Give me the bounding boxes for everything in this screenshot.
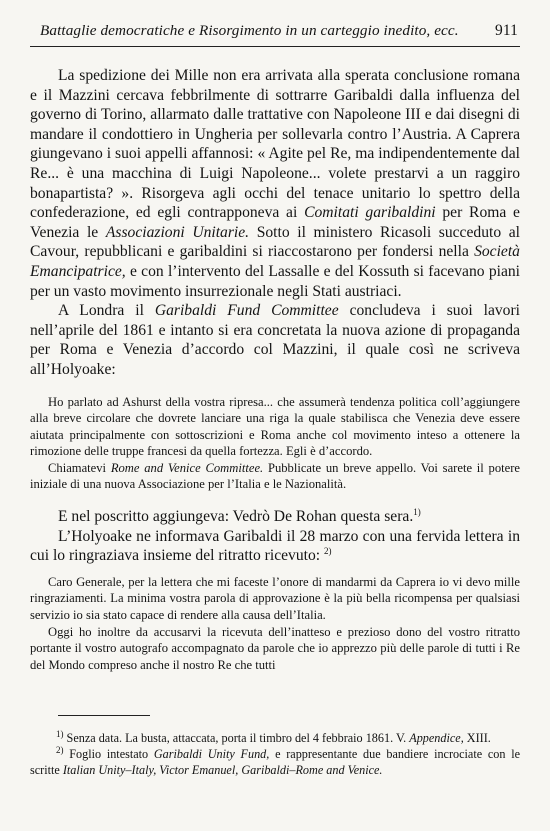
running-header [40, 22, 518, 40]
footnote-2-emphasis-1: Garibaldi Unity Fund, [153, 747, 270, 762]
footnote-2 [30, 746, 520, 778]
paragraph-1-text-4: e con l’intervento del Lassalle e del Kossuth si facevano piani per un vasto movimento insurrezionale negli Stati austriaci. [30, 262, 520, 300]
paragraph-1-text-3: Sotto il ministero Ricasoli succeduto al Cavour, repubblicani e garibaldini si riaccostarono per fondersi nella [30, 223, 521, 261]
paragraph-1-text: La spedizione dei Mille non era arrivata alla sperata conclusione romana e il Mazzini cercava febbrilmente di sottrarre Garibaldi dalla influenza del governo di Torino, allarmato dalle trattative con Napoleone III e dai disegni di mandare il condottiero in Ungheria per sollevarla contro l’Austria. A Caprera giungevano i suoi appelli affannosi: « Agite pel Re, ma indipendentemente dal Re... è una macchina di Luigi Napoleone... volete prestarvi a un raggiro bonapartista? ». Risorgeva agli occhi del tenace unitario lo spettro della confederazione, ed egli contrapponeva ai [30, 67, 520, 222]
footnote-rule [58, 715, 150, 716]
page-number: 911 [495, 22, 518, 39]
footnote-ref-1: 1) [413, 506, 421, 517]
quotation-1-paragraph-1: Ho parlato ad Ashurst della vostra ripresa... che assumerà tendenza politica coll’aggiungere alla breve circolare che dovrete lanciare una riga la quale stabilisca che Venezia deve essere aiutata principalmente con sottoscrizioni e Roma anche col movimento inteso a ottenere la rimozione delle truppe francesi da quella fortezza. Egli è d’accordo. [30, 394, 520, 459]
quotation-1-text-2: Pubblicate un breve appello. Voi sarete il potere iniziale di una nuova Associazione per l’Italia e le Nazionalità. [30, 460, 520, 492]
paragraph-4-text: L’Holyoake ne informava Garibaldi il 28 marzo con una fervida lettera in cui lo ringraziava insieme del ritratto ricevuto: [30, 527, 520, 565]
paragraph-1-emphasis-1: Comitati garibaldini [304, 204, 436, 222]
footnote-1 [30, 730, 520, 746]
footnote-1-text: Senza data. La busta, attaccata, porta il timbro del 4 febbraio 1861. V. [66, 731, 407, 745]
book-page [30, 0, 520, 831]
paragraph-1-text-2: per Roma e Venezia le [30, 204, 520, 241]
footnote-2-mark: 2) [56, 745, 64, 756]
quotation-2-paragraph-1: Caro Generale, per la lettera che mi faceste l’onore di mandarmi da Caprera io vi devo mille ringraziamenti. La minima vostra parola di approvazione è la più bella ricompensa per qualsiasi servizio io sia stato capace di rendere alla causa dell’Italia. [30, 574, 520, 623]
spacer [30, 493, 520, 507]
paragraph-3 [30, 507, 520, 527]
footnote-1-mark: 1) [56, 728, 64, 739]
paragraph-3-text: E nel poscritto aggiungeva: Vedrò De Rohan questa sera. [58, 508, 414, 526]
footnote-2-text-2: e rappresentante due bandiere incrociate con le scritte [30, 747, 521, 778]
main-text [30, 66, 520, 673]
running-title: Battaglie democratiche e Risorgimento in un carteggio inedito, ecc. [40, 22, 459, 39]
paragraph-1 [30, 66, 520, 301]
footnote-1-text-2: XIII. [466, 731, 491, 745]
paragraph-2-emphasis: Garibaldi Fund Committee [154, 302, 339, 320]
footnote-ref-2: 2) [324, 546, 332, 557]
paragraph-2-text-2: concludeva i suoi lavori nell’aprile del 1861 e intanto si era concretata la nuova azione di propaganda per Roma e Venezia d’accordo col Mazzini, il quale così ne scriveva all’Holyoake: [30, 302, 521, 378]
quotation-1 [30, 394, 520, 494]
quotation-1-paragraph-2 [30, 460, 520, 493]
quotation-2-paragraph-2: Oggi ho inoltre da accusarvi la ricevuta dell’inatteso e prezioso dono del vostro ritratto portante il vostro autografo accompagnato da parole che io apprezzo più delle parole di tutti i Re del Mondo compreso anche il nostro Re che tutti [30, 624, 520, 672]
footnote-2-text: Foglio intestato [69, 747, 149, 762]
quotation-1-emphasis: Rome and Venice Committee. [110, 460, 264, 475]
paragraph-1-emphasis-3: Società Emancipatrice, [30, 243, 520, 280]
header-rule [30, 46, 520, 47]
footnotes [30, 730, 520, 779]
footnote-1-emphasis: Appendice, [409, 731, 464, 745]
footnote-2-emphasis-2: Italian Unity–Italy, Victor Emanuel, Garibaldi–Rome and Venice. [62, 763, 383, 778]
paragraph-2 [30, 301, 520, 379]
paragraph-4 [30, 527, 520, 566]
paragraph-1-emphasis-2: Associazioni Unitarie. [105, 223, 250, 241]
quotation-1-text: Chiamatevi [48, 460, 107, 475]
quotation-2 [30, 574, 520, 674]
paragraph-2-text: A Londra il [58, 302, 144, 320]
